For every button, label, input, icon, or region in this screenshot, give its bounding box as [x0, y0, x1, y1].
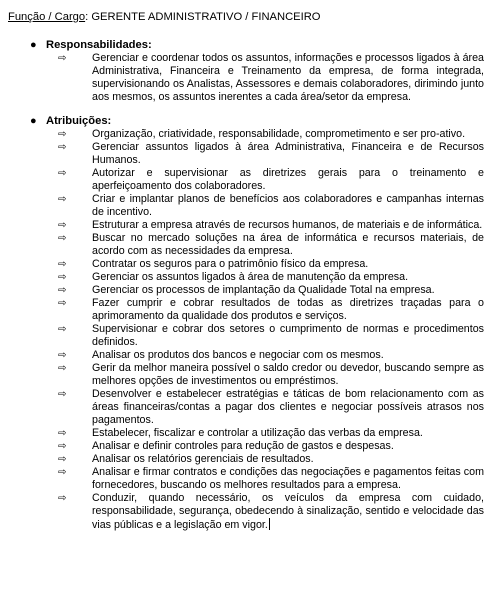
hollow-right-arrow-icon: ⇨ [58, 363, 67, 374]
hollow-right-arrow-icon: ⇨ [58, 233, 67, 244]
list-item [58, 297, 484, 323]
section-title: Responsabilidades [46, 39, 148, 51]
list-item [58, 232, 484, 258]
list-item [58, 349, 484, 362]
hollow-right-arrow-icon: ⇨ [58, 441, 67, 452]
list-item [58, 323, 484, 349]
hollow-right-arrow-icon: ⇨ [58, 129, 67, 140]
atribuicoes-list [46, 128, 484, 532]
hollow-right-arrow-icon: ⇨ [58, 350, 67, 361]
section-header [30, 114, 484, 128]
list-item-text: Analisar os relatórios gerenciais de resultados. [92, 453, 314, 465]
hollow-right-arrow-icon: ⇨ [58, 389, 67, 400]
list-item [58, 388, 484, 427]
list-item [58, 193, 484, 219]
list-item [58, 258, 484, 271]
section-title-colon: : [107, 115, 112, 127]
list-item [58, 271, 484, 284]
list-item-text: Organização, criatividade, responsabilidade, comprometimento e ser pro-ativo. [92, 128, 466, 140]
list-item [58, 453, 484, 466]
list-item-text: Buscar no mercado soluções na área de informática e recursos materiais, de acordo com as necessidades da empresa. [92, 232, 484, 257]
list-item [58, 167, 484, 193]
hollow-right-arrow-icon: ⇨ [58, 454, 67, 465]
hollow-right-arrow-icon: ⇨ [58, 220, 67, 231]
list-item-text: Analisar os produtos dos bancos e negociar com os mesmos. [92, 349, 384, 361]
hollow-right-arrow-icon: ⇨ [58, 285, 67, 296]
job-title-separator: : [85, 11, 92, 23]
responsabilidades-list [46, 52, 484, 104]
hollow-right-arrow-icon: ⇨ [58, 493, 67, 504]
list-item [58, 427, 484, 440]
section-title: Atribuições [46, 115, 108, 127]
list-item-text: Gerenciar e coordenar todos os assuntos, informações e processos ligados à área Administrativa, Financeira e Treinamento da empresa, de forma integrada, supervisionando os Analistas, Assessores e demais colaboradores, dirimindo junto aos mesmos, os assuntos inerentes a cada área/setor da empresa. [92, 52, 484, 103]
list-item-text: Conduzir, quando necessário, os veículos da empresa com cuidado, responsabilidade, segurança, obedecendo à sinalização, sentido e velocidade das vias públicas e a legislação em vigor. [92, 492, 484, 531]
job-title-label: Função / Cargo [8, 11, 86, 23]
list-item-text: Autorizar e supervisionar as diretrizes gerais para o treinamento e aperfeiçoamento dos colaboradores. [92, 167, 484, 192]
list-item-text: Estruturar a empresa através de recursos humanos, de materiais e de informática. [92, 219, 483, 231]
list-item-text: Gerir da melhor maneira possível o saldo credor ou devedor, buscando sempre as melhores opções de investimentos ou empréstimos. [92, 362, 484, 387]
list-item-text: Contratar os seguros para o patrimônio físico da empresa. [92, 258, 369, 270]
list-item [58, 128, 484, 141]
list-item [58, 440, 484, 453]
list-item-text: Desenvolver e estabelecer estratégias e táticas de bom relacionamento com as áreas financeiras/contas a pagar dos clientes e negociar possíveis atrasos nos pagamentos. [92, 388, 484, 426]
hollow-right-arrow-icon: ⇨ [58, 142, 67, 153]
hollow-right-arrow-icon: ⇨ [58, 428, 67, 439]
list-item-text: Gerenciar os assuntos ligados à área de manutenção da empresa. [92, 271, 409, 283]
hollow-right-arrow-icon: ⇨ [58, 324, 67, 335]
list-item-text: Gerenciar os processos de implantação da Qualidade Total na empresa. [92, 284, 435, 296]
hollow-right-arrow-icon: ⇨ [58, 467, 67, 478]
section-atribuicoes [8, 114, 484, 532]
hollow-right-arrow-icon: ⇨ [58, 298, 67, 309]
filled-circle-bullet-icon: ● [30, 39, 37, 51]
list-item [58, 492, 484, 532]
job-title-line [8, 10, 484, 24]
hollow-right-arrow-icon: ⇨ [58, 259, 67, 270]
filled-circle-bullet-icon: ● [30, 115, 37, 127]
list-item-text: Gerenciar assuntos ligados à área Administrativa, Financeira e de Recursos Humanos. [92, 141, 484, 166]
list-item [58, 362, 484, 388]
hollow-right-arrow-icon: ⇨ [58, 168, 67, 179]
hollow-right-arrow-icon: ⇨ [58, 53, 67, 64]
list-item-text: Estabelecer, fiscalizar e controlar a utilização das verbas da empresa. [92, 427, 423, 439]
list-item-text: Supervisionar e cobrar dos setores o cumprimento de normas e procedimentos definidos. [92, 323, 484, 348]
hollow-right-arrow-icon: ⇨ [58, 272, 67, 283]
list-item-text: Analisar e firmar contratos e condições das negociações e pagamentos feitas com fornecedores, buscando os melhores resultados para a empresa. [92, 466, 484, 491]
list-item [58, 141, 484, 167]
list-item-text: Criar e implantar planos de benefícios aos colaboradores e campanhas internas de incentivo. [92, 193, 484, 218]
hollow-right-arrow-icon: ⇨ [58, 194, 67, 205]
section-header [30, 38, 484, 52]
list-item-text: Fazer cumprir e cobrar resultados de todas as diretrizes traçadas para o aprimoramento da qualidade dos produtos e serviços. [92, 297, 484, 322]
text-cursor [269, 518, 270, 530]
section-responsabilidades [8, 38, 484, 104]
list-item [58, 52, 484, 104]
list-item [58, 284, 484, 297]
job-title-value: GERENTE ADMINISTRATIVO / FINANCEIRO [91, 11, 321, 23]
list-item-text: Analisar e definir controles para redução de gastos e despesas. [92, 440, 394, 452]
section-title-colon: : [147, 39, 152, 51]
list-item [58, 219, 484, 232]
list-item [58, 466, 484, 492]
